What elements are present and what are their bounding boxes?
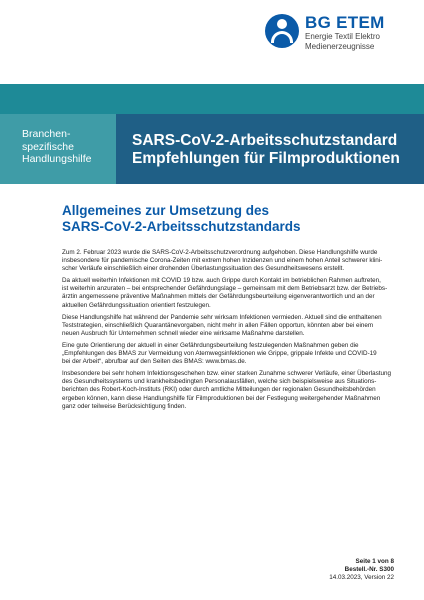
paragraph	[62, 370, 412, 410]
text-line: Diese Handlungshilfe hat während der Pandemie sehr wirksam Infektionen vermieden. Aktuell sind die enthaltenen	[62, 313, 382, 321]
logo-sub-line-1: Energie Textil Elektro	[305, 32, 380, 41]
category-line: Handlungshilfe	[22, 153, 92, 165]
paragraph	[62, 249, 412, 273]
text-line: des Gesundheitssystems und krankheitsbedingten Personalausfällen, welche sich beispielsweise aus Situations-	[62, 378, 377, 386]
document-category	[22, 128, 114, 166]
text-line: Teststrategien, einschließlich Quarantänevorgaben, nicht mehr in allen Fällen opportun, könnten aber bei einem	[62, 321, 374, 329]
page-footer	[329, 558, 394, 582]
text-line: scher Verläufe einschließlich einer drohenden Überlastungssituation des Gesundheitswesens erstellt.	[62, 265, 345, 273]
text-line: ist weiterhin anzuraten – bei entsprechender Gefährdungslage – gemeinsam mit dem Betriebsarzt bzw. der Betriebs-	[62, 285, 388, 293]
body-text	[62, 249, 412, 415]
banner-teal-band	[0, 84, 424, 114]
logo-brand: BG ETEM	[305, 13, 385, 32]
text-line: Insbesondere bei sehr hohem Infektionsgeschehen bzw. einer starken Zunahme schwerer Verläufe, einer Überlastung	[62, 370, 392, 378]
section-heading	[62, 203, 402, 235]
text-line: Eine gute Orientierung der aktuell in einer Gefährdungsbeurteilung festzulegenden Maßnahmen geben die	[62, 341, 359, 349]
text-line: ergeben können, kann diese Handlungshilfe für Filmproduktionen bei der Festlegung weitergehender Maßnahmen	[62, 394, 381, 402]
paragraph	[62, 342, 412, 366]
heading-line: Allgemeines zur Umsetzung des	[62, 203, 270, 218]
text-line: Da aktuell weiterhin Infektionen mit COVID 19 bzw. auch Grippe durch Kontakt im betrieblichen Rahmen auftreten,	[62, 277, 381, 285]
text-line: berichten des Robert-Koch-Instituts (RKI) oder durch amtliche Mitteilungen der regionalen Gesundheitsbehörden	[62, 386, 376, 394]
title-line: Empfehlungen für Filmproduktionen	[132, 150, 400, 167]
text-line: neuen Ausbruch für Unternehmen schnell wieder eine wirksame Maßnahme darstellen.	[62, 329, 305, 337]
order-number: Bestell.-Nr. S300	[344, 566, 394, 573]
text-line: ganz oder teilweise Berücksichtigung finden.	[62, 402, 187, 410]
category-line: Branchen-	[22, 128, 71, 140]
text-line: ärztin angemessene präventive Maßnahmen mittels der Gefährdungsbeurteilung eigenverantwortlich und an der	[62, 293, 375, 301]
page-number: Seite 1 von 8	[355, 558, 394, 565]
heading-line: SARS-CoV-2-Arbeitsschutzstandards	[62, 219, 301, 234]
paragraph	[62, 277, 412, 309]
text-line: aktuellen Gefährdungssituation orientiert festzulegen.	[62, 301, 211, 309]
paragraph	[62, 314, 412, 338]
logo-sub-line-2: Medienerzeugnisse	[305, 41, 375, 51]
person-emblem-icon	[265, 14, 299, 48]
title-line: SARS-CoV-2-Arbeitsschutzstandard	[132, 132, 398, 149]
document-title	[132, 132, 418, 168]
text-line: Zum 2. Februar 2023 wurde die SARS-CoV-2-Arbeitsschutzverordnung aufgehoben. Diese Handlungshilfe wurde	[62, 249, 378, 256]
text-line: insbesondere für pandemische Corona-Zeiten mit extrem hohen Inzidenzen und einem hohen Anteil schwerer klini-	[62, 257, 383, 265]
bg-etem-logo	[265, 14, 385, 51]
text-line: bei der Arbeit“, abrufbar auf den Seiten des BMAS: www.bmas.de.	[62, 358, 247, 366]
title-banner	[0, 84, 424, 184]
category-line: spezifische	[22, 140, 74, 153]
text-line: „Empfehlungen des BMAS zur Vermeidung von Atemwegsinfektionen wie Grippe, grippale Infekte und COVID-19	[62, 350, 377, 358]
logo-text	[305, 14, 385, 51]
date-version: 14.03.2023, Version 22	[329, 574, 394, 581]
